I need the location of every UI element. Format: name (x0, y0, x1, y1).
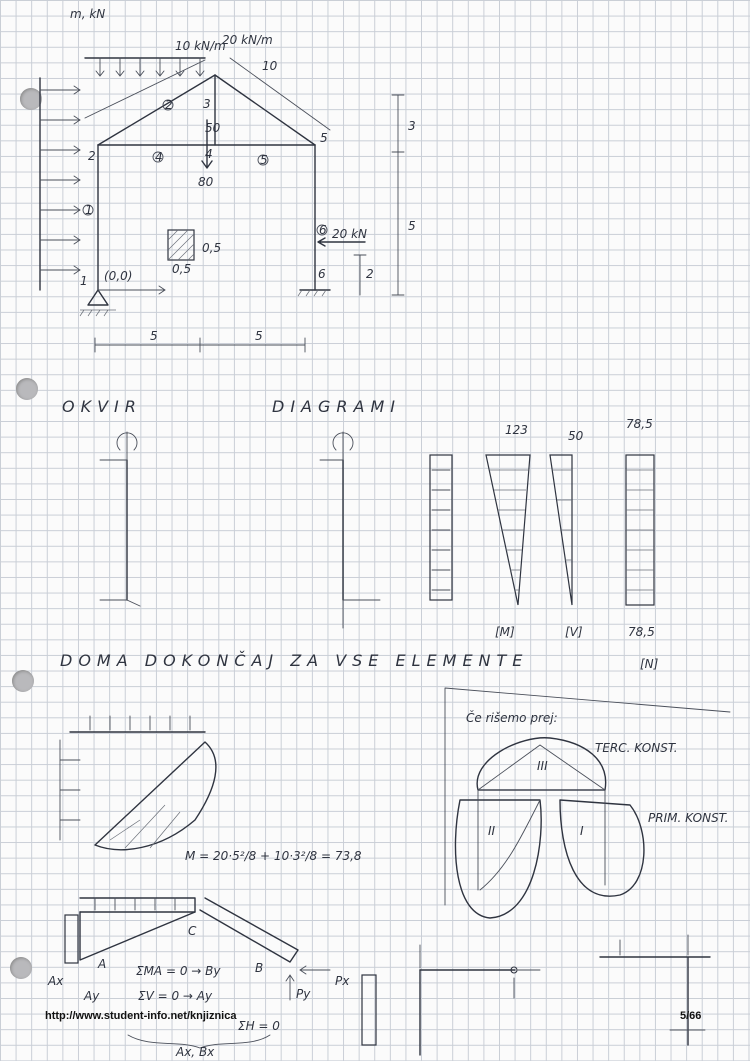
load-label: 50 (205, 121, 221, 135)
member-label: 1 (85, 203, 93, 217)
okvir-title: OKVIR (62, 397, 142, 416)
member-label: 4 (155, 150, 163, 164)
diagram-value: 123 (505, 423, 528, 437)
node-label: 1 (80, 274, 88, 288)
moment-formula: M = 20·5²/8 + 10·3²/8 = 73,8 (185, 849, 362, 863)
load-label: 20 kN/m (222, 33, 273, 47)
diagram-tag: [N] (640, 657, 659, 671)
section-dim: 0,5 (202, 241, 222, 255)
horizontal-dimension (95, 338, 305, 352)
fbd-label: Ax (48, 974, 64, 988)
equation: ΣH = 0 (238, 1019, 280, 1033)
roof-load-lines (85, 58, 330, 130)
fbd-label: B (255, 961, 264, 975)
construction-label: III (537, 759, 548, 773)
equation: Ax, Bx (176, 1045, 215, 1059)
section-dim: 0,5 (172, 262, 192, 276)
node-label: 4 (205, 147, 213, 161)
construction-label: PRIM. KONST. (648, 811, 729, 825)
moment-section (60, 688, 730, 918)
member-label: 5 (260, 153, 268, 167)
fbd-label: A (98, 957, 107, 971)
diagram-value: 78,5 (626, 417, 653, 431)
units-label: m, kN (70, 7, 106, 21)
node-label: 5 (320, 131, 328, 145)
diagram-tag: [V] (565, 625, 583, 639)
dimension-label: 2 (366, 267, 374, 281)
equation: ΣMA = 0 → By (136, 964, 221, 978)
node-label: 6 (318, 267, 326, 281)
construction-label: TERC. KONST. (595, 741, 678, 755)
equation: ΣV = 0 → Ay (138, 989, 213, 1003)
page-number: 5/66 (680, 1010, 702, 1022)
homework-note: DOMA DOKONČAJ ZA VSE ELEMENTE (60, 651, 529, 670)
top-load-arrows (96, 58, 204, 76)
free-body-section (47, 898, 710, 1059)
construction-label: I (580, 824, 584, 838)
member-label: 6 (319, 223, 327, 237)
diagrami-title: DIAGRAMI (272, 397, 401, 416)
origin-label: (0,0) (104, 269, 133, 283)
dimension-label: 5 (408, 219, 416, 233)
fbd-label: C (188, 924, 197, 938)
vertical-dimension (392, 95, 404, 295)
construction-heading: Če rišemo prej: (466, 711, 558, 725)
diagram-value: 78,5 (628, 625, 655, 639)
diagrams-section (60, 397, 659, 671)
node-label: 3 (203, 97, 211, 111)
moment-sketch (95, 742, 216, 850)
load-label: 10 kN/m (175, 39, 226, 53)
dimension-label: 5 (255, 329, 263, 343)
diagram-value: 50 (568, 429, 584, 443)
pin-support (88, 290, 108, 305)
left-load-arrows (40, 86, 80, 274)
fbd-label: Ay (84, 989, 100, 1003)
fbd-label: Px (335, 974, 350, 988)
load-label: 80 (198, 175, 214, 189)
diagram-tag: [M] (495, 625, 515, 639)
footer-url[interactable]: http://www.student-info.net/knjiznica (45, 1010, 237, 1022)
load-label: 10 (262, 59, 278, 73)
node-label: 2 (88, 149, 96, 163)
cross-section (168, 230, 194, 260)
fbd-label: Py (296, 987, 311, 1001)
x-axis-arrow (98, 286, 165, 294)
load-label: 20 kN (332, 227, 368, 241)
construction-label: II (488, 824, 496, 838)
member-label: 2 (165, 98, 173, 112)
secondary-blob (455, 800, 541, 918)
primary-blob (560, 800, 644, 896)
frame-sketch (40, 7, 416, 352)
dimension-label: 3 (408, 119, 416, 133)
dimension-label: 5 (150, 329, 158, 343)
